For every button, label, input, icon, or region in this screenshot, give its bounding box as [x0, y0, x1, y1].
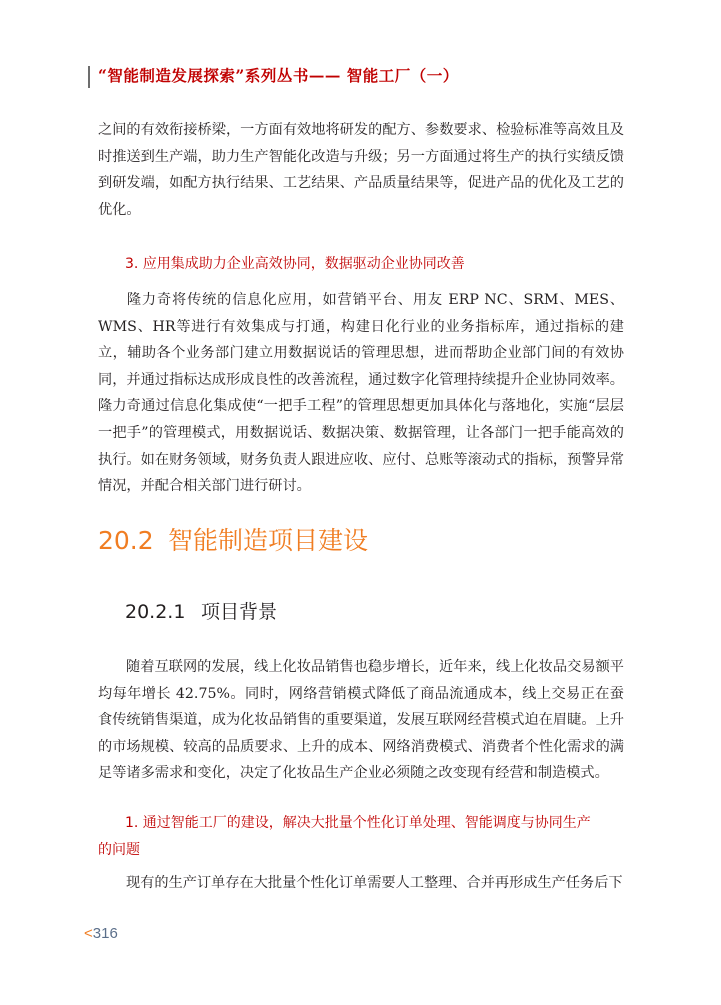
heading-item-1-line2: 的问题 — [98, 842, 140, 858]
page-number — [84, 925, 118, 942]
page-number-value: 316 — [92, 925, 118, 942]
subsection-title — [125, 597, 277, 624]
chevron-left-icon: < — [84, 925, 93, 942]
heading-item-1-line1: 1. 通过智能工厂的建设，解决大批量个性化订单处理、智能调度与协同生产 — [125, 815, 591, 831]
paragraph-text: 之间的有效衔接桥梁，一方面有效地将研发的配方、参数要求、检验标准等高效且及时推送到生产端，助力生产智能化改造与升级；另一方面通过将生产的执行实绩反馈到研发端，如配方执行结果、工艺结果、产品质量结果等，促进产品的优化及工艺的优化。 — [98, 122, 624, 218]
heading-item-3: 3. 应用集成助力企业高效协同，数据驱动企业协同改善 — [125, 256, 465, 272]
paragraph-text: 随着互联网的发展，线上化妆品销售也稳步增长，近年来，线上化妆品交易额平均每年增长 42.75%。同时，网络营销模式降低了商品流通成本，线上交易正在蚕食传统销售渠道，成为化妆品销售的重要渠道，发展互联网经营模式迫在眉睫。上升的市场规模、较高的品质要求、上升的成本、网络消费模式、消费者个性化需求的满足等诸多需求和变化，决定了化妆品生产企业必须随之改变现有经营和制造模式。 — [98, 659, 624, 782]
section-title — [98, 521, 368, 557]
paragraph-bridge — [98, 117, 624, 223]
section-heading: 智能制造项目建设 — [168, 526, 369, 555]
paragraph-text: 现有的生产订单存在大批量个性化订单需要人工整理、合并再形成生产任务后下 — [126, 875, 623, 891]
subsection-heading: 项目背景 — [201, 601, 278, 623]
paragraph-background — [98, 654, 624, 787]
paragraph-orders — [98, 870, 624, 897]
running-header-title: “智能制造发展探索”系列丛书—— 智能工厂（一） — [98, 66, 459, 85]
paragraph-integration — [98, 287, 624, 500]
section-number: 20.2 — [98, 526, 154, 555]
subsection-number: 20.2.1 — [125, 601, 186, 623]
header-rule — [88, 66, 90, 88]
paragraph-text: 隆力奇将传统的信息化应用，如营销平台、用友 ERP NC、SRM、MES、WMS、HR等进行有效集成与打通，构建日化行业的业务指标库，通过指标的建立，辅助各个业务部门建立用数据说话的管理思想，进而帮助企业部门间的有效协同，并通过指标达成形成良性的改善流程，通过数字化管理持续提升企业协同效率。隆力奇通过信息化集成使“一把手工程”的管理思想更加具体化与落地化，实施“层层一把手”的管理模式，用数据说话、数据决策、数据管理，让各部门一把手能高效的执行。如在财务领域，财务负责人跟进应收、应付、总账等滚动式的指标，预警异常情况，并配合相关部门进行研讨。 — [98, 292, 624, 495]
